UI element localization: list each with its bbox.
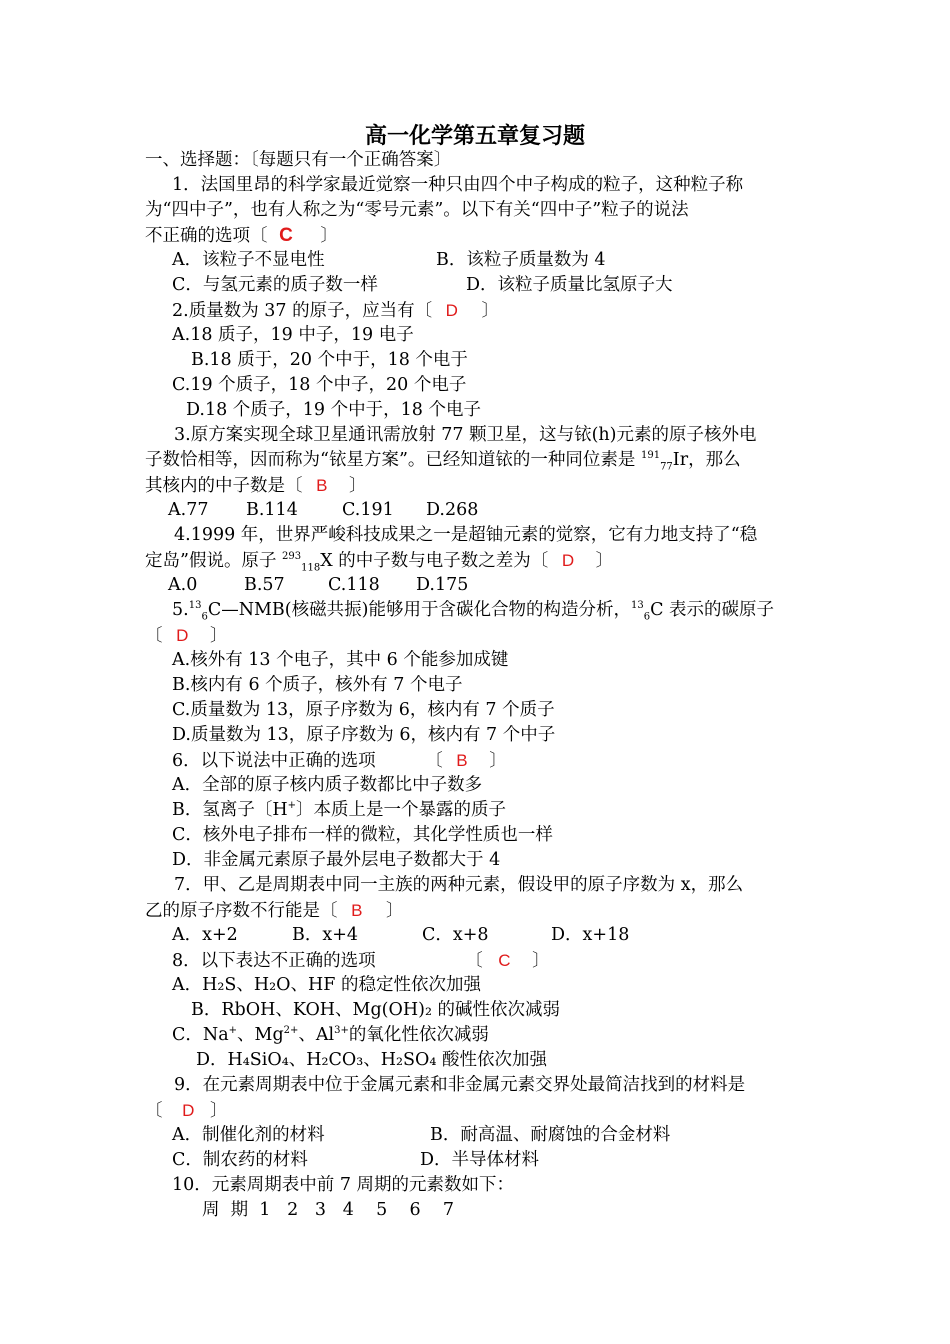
q3-answer: B	[316, 476, 328, 495]
q7-line1: 7．甲、乙是周期表中同一主族的两种元素，假设甲的原子序数为 x，那么	[174, 875, 744, 895]
q5-mass-number: 13	[188, 600, 202, 612]
q2-answer: D	[445, 301, 458, 320]
q1-option-c: C．与氢元素的质子数一样	[172, 275, 378, 295]
q4-atomic-number: 118	[301, 562, 321, 574]
q6-option-b	[172, 798, 506, 823]
q3-line1: 3.原方案实现全球卫星通讯需放射 77 颗卫星，这与铱(h)元素的原子核外电	[174, 425, 757, 445]
q10-period-row: 周 期 1 2 3 4 5 6 7	[202, 1200, 455, 1220]
q9-option-b: B．耐高温、耐腐蚀的合金材料	[430, 1125, 671, 1145]
q9-answer: D	[182, 1101, 195, 1120]
q3-line2	[145, 448, 815, 473]
q8-option-c-rest: 的氧化性依次减弱	[348, 1025, 489, 1045]
q5-option-a: A.核外有 13 个电子，其中 6 个能参加成键	[172, 650, 509, 670]
q6-option-b-text: B．氢离子〔H	[172, 800, 288, 820]
q3-option-d: D.268	[426, 500, 479, 520]
q9-option-d: D．半导体材料	[420, 1150, 540, 1170]
q2-stem-text: 2.质量数为 37 的原子，应当有〔	[172, 301, 433, 321]
q4-line2-text: 定岛”假说。原子	[145, 551, 283, 571]
q6-stem-text: 6．以下说法中正确的选项	[172, 751, 376, 771]
q8-stem-text: 8．以下表达不正确的选项	[172, 951, 376, 971]
q8-answer: C	[498, 951, 511, 970]
q5-line1-text: C—NMB(核磁共振)能够用于含碳化合物的构造分析，	[207, 600, 631, 620]
q4-answer: D	[561, 551, 575, 570]
q9-open: 〔	[145, 1101, 163, 1121]
q6-stem	[172, 748, 507, 774]
q7-line2	[145, 898, 815, 924]
q4-close: 〕	[595, 551, 614, 571]
section-heading: 一、选择题：〔每题只有一个正确答案〕	[145, 150, 452, 170]
q5-close: 〕	[209, 626, 228, 646]
q7-option-b: B．x+4	[292, 925, 359, 945]
q5-answer: D	[176, 626, 189, 645]
q4-option-b: B.57	[244, 575, 285, 595]
q8-option-c-mid1: 、Mg	[237, 1025, 284, 1045]
q2-option-c: C.19 个质子，18 个中子，20 个电子	[172, 375, 467, 395]
q1-option-b: B．该粒子质量数为 4	[436, 250, 606, 270]
q8-charge-1: +	[228, 1025, 238, 1037]
q8-option-c	[172, 1023, 489, 1048]
q2-stem	[172, 298, 499, 324]
q5-line1	[172, 598, 842, 623]
q8-option-a: A．H₂S、H₂O、HF 的稳定性依次加强	[172, 975, 481, 995]
q9-option-c: C．制农药的材料	[172, 1150, 308, 1170]
q4-line1: 4.1999 年，世界严峻科技成果之一是超铀元素的觉察，它有力地支持了“稳	[174, 525, 758, 545]
q7-option-d: D．x+18	[551, 925, 630, 945]
q7-stem-end: 乙的原子序数不行能是〔	[145, 901, 338, 921]
q4-line2	[145, 548, 815, 574]
q3-mass-number: 191	[640, 450, 661, 462]
q3-option-a: A.77	[168, 500, 209, 520]
q8-option-b: B．RbOH、KOH、Mg(OH)₂ 的碱性依次减弱	[191, 1000, 561, 1020]
q6-answer: B	[456, 751, 468, 770]
q1-line3	[145, 223, 815, 249]
q3-line3	[145, 473, 815, 499]
q7-close: 〕	[386, 901, 404, 921]
q7-answer: B	[351, 901, 363, 920]
q3-symbol: Ir，那么	[672, 450, 741, 470]
q8-stem	[172, 948, 550, 974]
q6-ion-charge: +	[287, 800, 297, 812]
q5-atomic-number: 6	[201, 611, 208, 623]
page-title: 高一化学第五章复习题	[364, 123, 585, 149]
q5-option-c: C.质量数为 13，原子序数为 6，核内有 7 个质子	[172, 700, 555, 720]
q9-close: 〕	[209, 1101, 228, 1121]
q5-number: 5.	[172, 600, 189, 620]
q9-line2	[145, 1098, 815, 1124]
q5-open: 〔	[145, 626, 163, 646]
q6-open: 〔	[425, 751, 443, 771]
q8-option-c-text: C．Na	[172, 1025, 229, 1045]
q9-option-a: A．制催化剂的材料	[172, 1125, 325, 1145]
q5-option-d: D.质量数为 13，原子序数为 6，核内有 7 个中子	[172, 725, 556, 745]
q1-answer: C	[279, 225, 293, 246]
q6-option-d: D．非金属元素原子最外层电子数都大于 4	[172, 850, 501, 870]
q10-stem: 10．元素周期表中前 7 周期的元素数如下：	[172, 1175, 515, 1195]
q8-open: 〔	[465, 951, 483, 971]
q8-option-c-mid2: 、Al	[298, 1025, 335, 1045]
q8-charge-3: 3+	[334, 1025, 349, 1037]
q1-line1: 1．法国里昂的科学家最近觉察一种只由四个中子构成的粒子，这种粒子称	[172, 175, 744, 195]
q1-line2: 为“四中子”，也有人称之为“零号元素”。以下有关“四中子”粒子的说法	[145, 200, 689, 220]
q6-option-a: A．全部的原子核内质子数都比中子数多	[172, 775, 483, 795]
q5-line2	[145, 623, 815, 649]
q6-option-b-rest: 〕本质上是一个暴露的质子	[296, 800, 507, 820]
q7-option-a: A．x+2	[172, 925, 238, 945]
q6-option-c: C．核外电子排布一样的微粒，其化学性质也一样	[172, 825, 553, 845]
q2-option-b: B.18 质于，20 个中于，18 个电于	[191, 350, 468, 370]
q8-charge-2: 2+	[283, 1025, 299, 1037]
q5-mass-number-2: 13	[630, 600, 644, 612]
q8-close: 〕	[532, 951, 550, 971]
q6-close: 〕	[489, 751, 507, 771]
q8-option-d: D．H₄SiO₄、H₂CO₃、H₂SO₄ 酸性依次加强	[196, 1050, 547, 1070]
q5-atomic-number-2: 6	[643, 611, 651, 623]
q5-option-b: B.核内有 6 个质子，核外有 7 个电子	[172, 675, 463, 695]
q3-line2-text: 子数恰相等，因而称为“铱星方案”。已经知道铱的一种同位素是	[145, 450, 641, 470]
q3-stem-end: 其核内的中子数是〔	[145, 476, 303, 496]
q4-option-d: D.175	[416, 575, 469, 595]
q1-option-d: D．该粒子质量比氢原子大	[466, 275, 673, 295]
q2-option-d: D.18 个质子，19 个中于，18 个电子	[186, 400, 481, 420]
q3-option-c: C.191	[342, 500, 394, 520]
q2-option-a: A.18 质子，19 中子，19 电子	[172, 325, 414, 345]
q3-atomic-number: 77	[660, 461, 673, 473]
q7-option-c: C．x+8	[422, 925, 489, 945]
q2-close: 〕	[481, 301, 500, 321]
q4-option-a: A.0	[168, 575, 198, 595]
q4-line2-rest: X 的中子数与电子数之差为〔	[320, 551, 549, 571]
q1-option-a: A．该粒子不显电性	[172, 250, 325, 270]
q1-close: 〕	[320, 226, 338, 246]
q9-line1: 9．在元素周期表中位于金属元素和非金属元素交界处最简洁找到的材料是	[174, 1075, 746, 1095]
q1-stem-end: 不正确的选项〔	[145, 226, 268, 246]
q3-close: 〕	[349, 476, 367, 496]
q4-mass-number: 293	[282, 551, 302, 563]
q4-option-c: C.118	[328, 575, 380, 595]
q5-line1-rest: C 表示的碳原子	[650, 600, 775, 620]
q3-option-b: B.114	[246, 500, 298, 520]
